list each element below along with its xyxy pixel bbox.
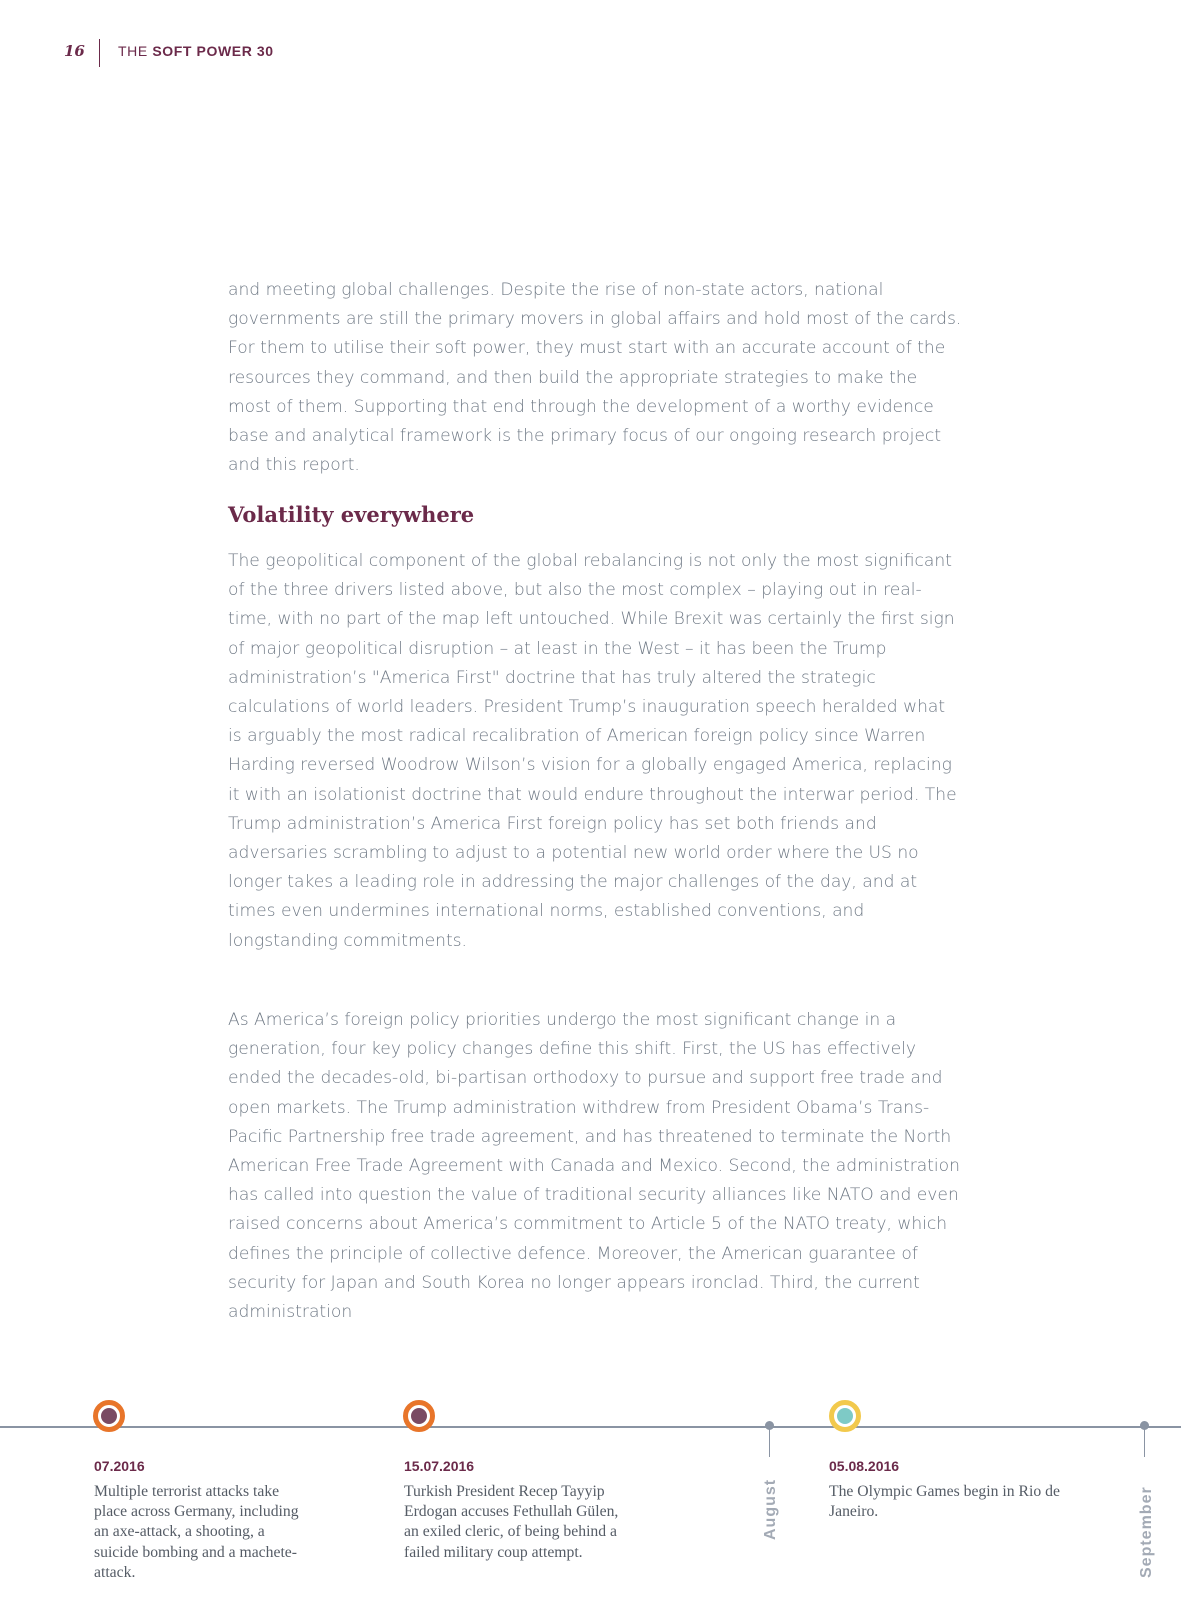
timeline-axis [0, 1426, 1181, 1428]
body-paragraph-3: As America’s foreign policy priorities undergo the most significant change in a generation, four key policy changes define this shift. First, the US has effectively ended the decades-old, bi-partisan orthodoxy to pursue and support free trade and open markets. The Trump administration withdrew from President Obama’s Trans-Pacific Partnership free trade agreement, and has threatened to terminate the North American Free Trade Agreement with Canada and Mexico. Second, the administration has called into question the value of traditional security alliances like NATO and even raised concerns about America’s commitment to Article 5 of the NATO treaty, which defines the principle of collective defence. Moreover, the American guarantee of security for Japan and South Korea no longer appears ironclad. Third, the current administration [228, 1010, 960, 1323]
timeline-marker-2 [403, 1400, 435, 1432]
month-label-august: August [762, 1478, 779, 1540]
month-tick-august [769, 1427, 770, 1457]
timeline-marker-1-dot [101, 1408, 117, 1424]
publication-title-prefix: THE [118, 43, 148, 59]
page-number: 16 [64, 42, 85, 60]
event-date-2: 15.07.2016 [404, 1458, 475, 1474]
publication-title [118, 43, 274, 59]
publication-title-bold: SOFT POWER 30 [152, 43, 274, 59]
body-paragraph-1: and meeting global challenges. Despite the rise of non-state actors, national governments are still the primary movers in global affairs and hold most of the cards. For them to utilise their soft power, they must start with an accurate account of the resources they command, and then build the appropriate strategies to make the most of them. Supporting that end through the development of a worthy evidence base and analytical framework is the primary focus of our ongoing research project and this report. [228, 280, 962, 476]
event-description-3: The Olympic Games begin in Rio de Janeiro. [829, 1483, 1060, 1521]
event-date-3: 05.08.2016 [829, 1458, 900, 1474]
event-description-2: Turkish President Recep Tayyip Erdogan accuses Fethullah Gülen, an exiled cleric, of being behind a failed military coup attempt. [404, 1483, 619, 1561]
timeline-marker-2-dot [411, 1408, 427, 1424]
timeline-marker-3-dot [837, 1408, 853, 1424]
body-paragraph-2: The geopolitical component of the global rebalancing is not only the most significant of the three drivers listed above, but also the most complex – playing out in real-time, with no part of the map left untouched. While Brexit was certainly the first sign of major geopolitical disruption – at least in the West – it has been the Trump administration’s "America First" doctrine that has truly altered the strategic calculations of world leaders. President Trump’s inauguration speech heralded what is arguably the most radical recalibration of American foreign policy since Warren Harding reversed Woodrow Wilson’s vision for a globally engaged America, replacing it with an isolationist doctrine that would endure throughout the interwar period. The Trump administration’s America First foreign policy has set both friends and adversaries scrambling to adjust to a potential new world order where the US no longer takes a leading role in addressing the major challenges of the day, and at times even undermines international norms, established conventions, and longstanding commitments. [228, 551, 957, 951]
month-label-september: September [1138, 1486, 1155, 1578]
timeline-marker-3 [829, 1400, 861, 1432]
event-date-1: 07.2016 [94, 1458, 145, 1474]
timeline-marker-1 [93, 1400, 125, 1432]
event-description-1: Multiple terrorist attacks take place across Germany, including an axe-attack, a shooting, a suicide bombing and a machete-attack. [94, 1483, 299, 1581]
header-divider [99, 39, 100, 67]
section-heading: Volatility everywhere [228, 502, 475, 527]
month-tick-september [1144, 1427, 1145, 1457]
